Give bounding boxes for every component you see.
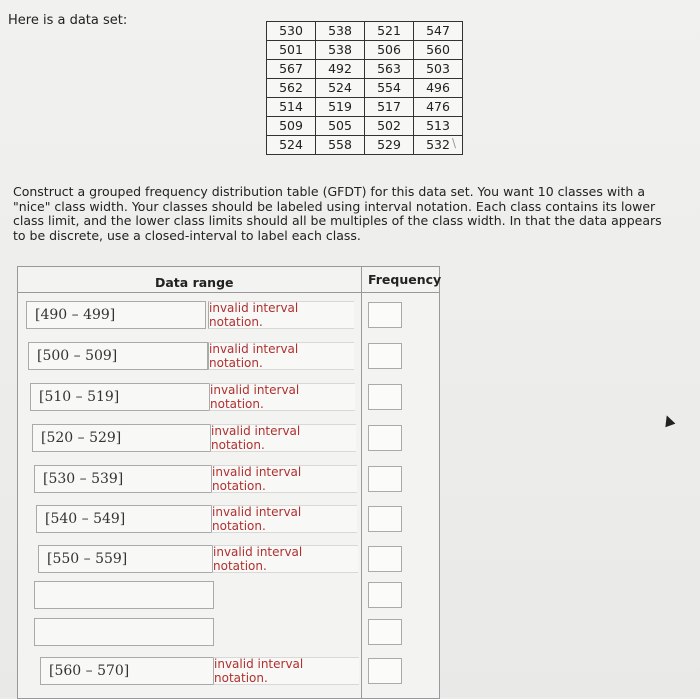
data-cell: 562 <box>267 79 316 98</box>
data-cell: 530 <box>267 22 316 41</box>
header-divider <box>18 292 439 293</box>
data-cell: 521 <box>365 22 414 41</box>
instructions-text: Construct a grouped frequency distribution table (GFDT) for this data set. You want 10 classes with a "nice" class width. Your classes should be labeled using interval notation. Each class contains its lower class limit, and the lower class limits should all be multiples of the class width. In that the data appears to be discrete, use a closed-interval to label each class. <box>13 184 662 243</box>
column-divider <box>361 267 362 698</box>
data-row <box>267 136 463 155</box>
header-data-range: Data range <box>155 275 234 290</box>
data-cell: 538 <box>316 41 365 60</box>
data-cell: 513 <box>414 117 463 136</box>
header-frequency: Frequency <box>368 272 442 287</box>
validation-message: invalid interval notation. <box>208 301 354 329</box>
data-cell: 492 <box>316 60 365 79</box>
class-range-input[interactable]: [500 – 509] <box>28 342 208 370</box>
validation-message: invalid interval notation. <box>211 505 357 533</box>
stray-mark: \ <box>452 136 457 150</box>
class-range-input[interactable]: [490 – 499] <box>26 301 206 329</box>
data-cell: 567 <box>267 60 316 79</box>
validation-message: invalid interval notation. <box>211 465 357 493</box>
data-cell: 558 <box>316 136 365 155</box>
data-cell: 476 <box>414 98 463 117</box>
data-cell: 560 <box>414 41 463 60</box>
validation-message: invalid interval notation. <box>212 545 358 573</box>
data-cell: 502 <box>365 117 414 136</box>
data-cell: 514 <box>267 98 316 117</box>
frequency-input[interactable] <box>368 425 402 451</box>
frequency-input[interactable] <box>368 619 402 645</box>
intro-text: Here is a data set: <box>8 13 128 28</box>
frequency-input[interactable] <box>368 343 402 369</box>
data-cell: 547 <box>414 22 463 41</box>
data-cell: 529 <box>365 136 414 155</box>
frequency-input[interactable] <box>368 466 402 492</box>
class-range-input[interactable] <box>34 618 214 646</box>
data-row <box>267 41 463 60</box>
data-cell: 509 <box>267 117 316 136</box>
data-cell: 563 <box>365 60 414 79</box>
data-cell: 538 <box>316 22 365 41</box>
class-range-input[interactable]: [520 – 529] <box>32 424 212 452</box>
frequency-input[interactable] <box>368 384 402 410</box>
data-cell: 517 <box>365 98 414 117</box>
class-range-input[interactable]: [510 – 519] <box>30 383 210 411</box>
validation-message: invalid interval notation. <box>213 657 359 685</box>
data-cell: 519 <box>316 98 365 117</box>
class-range-input[interactable]: [550 – 559] <box>38 545 218 573</box>
data-row <box>267 22 463 41</box>
data-cell: 496 <box>414 79 463 98</box>
mouse-cursor-icon: ▲ <box>660 410 677 430</box>
frequency-input[interactable] <box>368 658 402 684</box>
validation-message: invalid interval notation. <box>208 342 354 370</box>
frequency-input[interactable] <box>368 506 402 532</box>
data-row <box>267 79 463 98</box>
data-row <box>267 60 463 79</box>
data-cell: 505 <box>316 117 365 136</box>
class-range-input[interactable]: [540 – 549] <box>36 505 216 533</box>
data-cell: 532 <box>414 136 463 155</box>
data-set-table <box>266 21 463 155</box>
validation-message: invalid interval notation. <box>209 383 355 411</box>
data-cell: 524 <box>316 79 365 98</box>
class-range-input[interactable]: [560 – 570] <box>40 657 220 685</box>
class-range-input[interactable]: [530 – 539] <box>34 465 214 493</box>
frequency-input[interactable] <box>368 546 402 572</box>
data-row <box>267 98 463 117</box>
data-cell: 506 <box>365 41 414 60</box>
frequency-input[interactable] <box>368 302 402 328</box>
frequency-input[interactable] <box>368 582 402 608</box>
class-range-input[interactable] <box>34 581 214 609</box>
data-cell: 524 <box>267 136 316 155</box>
data-cell: 554 <box>365 79 414 98</box>
data-cell: 501 <box>267 41 316 60</box>
data-cell: 503 <box>414 60 463 79</box>
validation-message: invalid interval notation. <box>210 424 356 452</box>
data-row <box>267 117 463 136</box>
